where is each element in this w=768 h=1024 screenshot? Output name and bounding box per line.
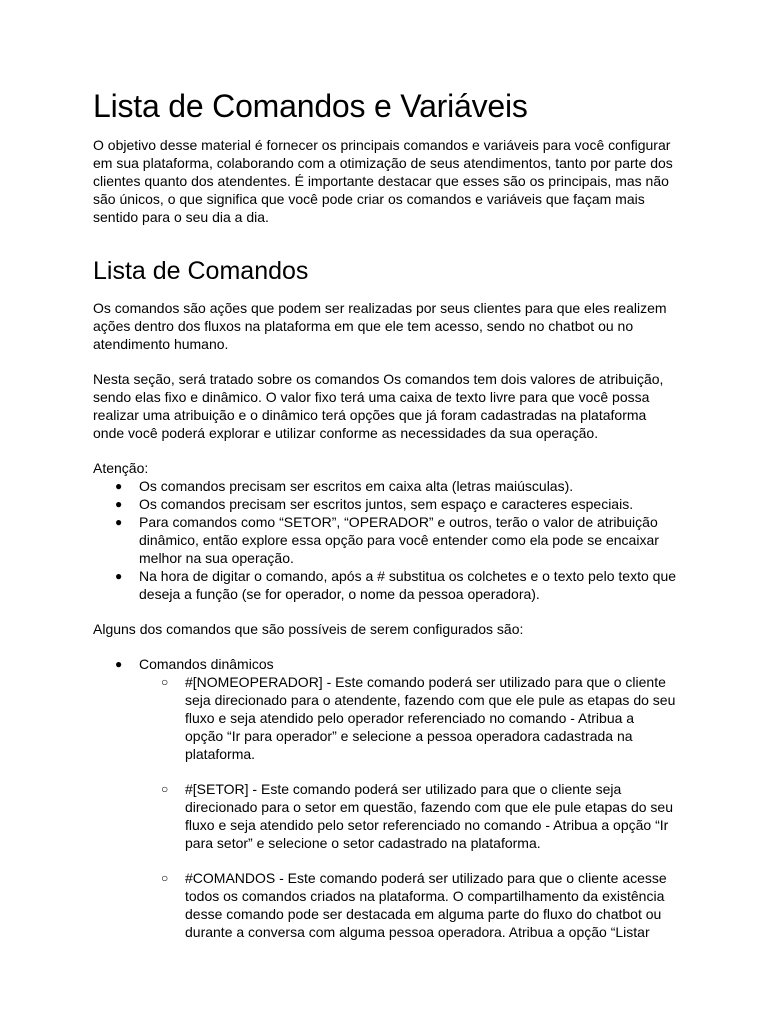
list-item-text: Para comandos como “SETOR”, “OPERADOR” e outros, terão o valor de atribuição dinâmico, então explore essa opção para você entender como ela pode se encaixar melhor na sua operação. xyxy=(139,514,659,566)
bullet-icon: ● xyxy=(115,497,123,511)
command-nomeoperador: #[NOMEOPERADOR] - Este comando poderá ser utilizado para que o cliente seja direcionado para o atendente, fazendo com que ele pule as etapas do seu fluxo e seja atendido pelo operador referenciado no comando - Atribua a opção “Ir para operador” e selecione a pessoa operadora cadastrada na plataforma. xyxy=(185,674,676,762)
section-heading: Lista de Comandos xyxy=(93,257,309,285)
list-item xyxy=(93,477,676,495)
list-item xyxy=(93,495,676,513)
list-item xyxy=(93,869,676,941)
list-item xyxy=(93,673,676,763)
circle-bullet-icon: ○ xyxy=(161,782,169,796)
list-item xyxy=(93,780,676,852)
commands-values-paragraph: Nesta seção, será tratado sobre os comandos Os comandos tem dois valores de atribuição, sendo elas fixo e dinâmico. O valor fixo terá uma caixa de texto livre para que você possa realizar uma atribuição e o dinâmico terá opções que já foram cadastradas na plataforma onde você poderá explorar e utilizar conforme as necessidades da sua operação. xyxy=(93,371,664,441)
list-item-text: Os comandos precisam ser escritos juntos, sem espaço e caracteres especiais. xyxy=(139,496,634,512)
page-title: Lista de Comandos e Variáveis xyxy=(93,88,528,124)
commands-description-paragraph: Os comandos são ações que podem ser realizadas por seus clientes para que eles realizem ações dentro dos fluxos na plataforma em que ele tem acesso, sendo no chatbot ou no atendimento humano. xyxy=(93,300,667,352)
bullet-icon: ● xyxy=(115,479,123,493)
list-item xyxy=(93,655,676,673)
bullet-icon: ● xyxy=(115,569,123,583)
list-item-text: Na hora de digitar o comando, após a # substitua os colchetes e o texto pelo texto que deseja a função (se for operador, o nome da pessoa operadora). xyxy=(139,568,677,602)
list-item-text: Os comandos precisam ser escritos em caixa alta (letras maiúsculas). xyxy=(139,478,574,494)
list-item xyxy=(93,567,676,603)
command-comandos: #COMANDOS - Este comando poderá ser utilizado para que o cliente acesse todos os comandos criados na plataforma. O compartilhamento da existência desse comando pode ser destacada em alguma parte do fluxo do chatbot ou durante a conversa com alguma pessoa operadora. Atribua a opção “Listar xyxy=(185,870,667,940)
commands-intro: Alguns dos comandos que são possíveis de serem configurados são: xyxy=(93,621,524,637)
circle-bullet-icon: ○ xyxy=(161,871,169,885)
dynamic-commands-list xyxy=(93,673,676,941)
intro-paragraph: O objetivo desse material é fornecer os principais comandos e variáveis para você configurar em sua plataforma, colaborando com a otimização de seus atendimentos, tanto por parte dos clientes quanto dos atendentes. É importante destacar que esses são os principais, mas não são únicos, o que significa que você pode criar os comandos e variáveis que façam mais sentido para o seu dia a dia. xyxy=(93,137,673,225)
attention-list xyxy=(93,477,676,603)
list-item xyxy=(93,513,676,567)
commands-list xyxy=(93,655,676,673)
dynamic-commands-label: Comandos dinâmicos xyxy=(139,656,274,672)
attention-label: Atenção: xyxy=(93,460,149,476)
command-setor: #[SETOR] - Este comando poderá ser utilizado para que o cliente seja direcionado para o setor em questão, fazendo com que ele pule etapas do seu fluxo e seja atendido pelo setor referenciado no comando - Atribua a opção “Ir para setor” e selecione o setor cadastrado na plataforma. xyxy=(185,781,673,851)
circle-bullet-icon: ○ xyxy=(161,675,169,689)
bullet-icon: ● xyxy=(115,657,123,671)
bullet-icon: ● xyxy=(115,515,123,529)
